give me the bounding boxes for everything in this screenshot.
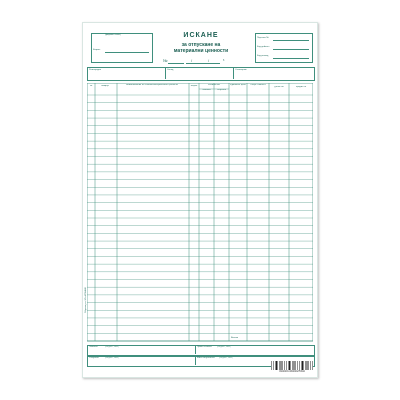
received-by-label: Отговорник bbox=[235, 69, 247, 71]
number-label: № bbox=[163, 58, 168, 63]
footer-requested-hint: (подпис, име) bbox=[105, 346, 119, 348]
barcode-number: 3800149002598 bbox=[278, 370, 305, 373]
col-name: Наименование на стоково-материалните ценности bbox=[126, 84, 178, 86]
stamp-label: (фирмен печат) bbox=[105, 34, 121, 36]
col-unit: Мярка bbox=[190, 85, 198, 87]
footer-accepted-hint: (подпис, име) bbox=[217, 346, 231, 348]
col-qty: Количество bbox=[208, 84, 220, 86]
requested-band bbox=[87, 67, 315, 81]
field-cost: Код разход bbox=[257, 55, 269, 57]
form-subtitle bbox=[159, 42, 243, 54]
total-label: Всичко bbox=[231, 337, 239, 339]
footer-requested: Поискал bbox=[89, 346, 98, 348]
col-no: № bbox=[89, 85, 93, 87]
requested-by-label: Разпоредил bbox=[89, 69, 102, 71]
col-total-value: Обща стойност bbox=[250, 84, 266, 86]
field-order: Поръчка № bbox=[257, 37, 269, 39]
year-suffix: г. bbox=[223, 58, 225, 62]
items-table bbox=[87, 83, 313, 349]
col-qty-issued: Отпуснато bbox=[216, 89, 227, 91]
col-code: Шифър bbox=[101, 85, 109, 87]
barcode bbox=[271, 361, 313, 370]
stamp-name-label: Фирма: bbox=[93, 49, 101, 51]
for-label: Склад bbox=[167, 69, 174, 71]
subtitle-line-2: материални ценности bbox=[173, 48, 229, 54]
footer-taken-hint: (подпис, име) bbox=[219, 357, 233, 359]
footer-accepted: Приел стоката bbox=[197, 346, 212, 348]
footer-taken: Взел отпуснатото bbox=[197, 357, 215, 359]
subtitle-line-1: за отпускане на bbox=[181, 42, 221, 48]
date-sep-2: / bbox=[208, 57, 210, 63]
form-title: ИСКАНЕ bbox=[183, 32, 219, 39]
col-credit: Кредит на bbox=[295, 86, 307, 88]
col-debit: Дебит на bbox=[274, 86, 284, 88]
stamp-box bbox=[91, 33, 153, 63]
form-sheet bbox=[82, 22, 318, 378]
footer-issued-hint: (подпис, име) bbox=[105, 357, 119, 359]
footer-issued: Отпуснал bbox=[89, 357, 99, 359]
col-unit-price: Единична цена bbox=[230, 84, 246, 86]
side-text: Образец по ЗСч ИСКАНЕ bbox=[85, 287, 87, 313]
field-activity: Код дейност bbox=[257, 46, 270, 48]
col-qty-requested: Поискано bbox=[202, 89, 211, 91]
date-sep-1: / bbox=[191, 57, 193, 63]
